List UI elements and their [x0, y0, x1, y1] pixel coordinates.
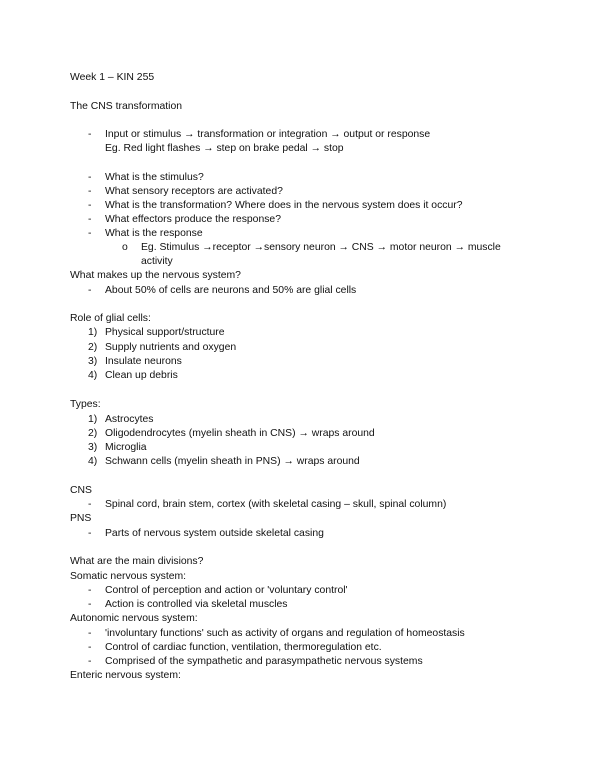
section-heading-pns: PNS	[70, 513, 92, 524]
list-number: 2)	[88, 342, 98, 353]
example-line: Eg. Stimulus →receptor →sensory neuron → CNS → motor neuron → muscle	[141, 242, 501, 253]
list-item: Physical support/structure	[105, 327, 225, 338]
document-title: Week 1 – KIN 255	[70, 72, 155, 83]
list-number: 1)	[88, 327, 98, 338]
list-number: 4)	[88, 456, 98, 467]
example-line-continued: activity	[141, 256, 173, 267]
dash-bullet: -	[88, 499, 92, 510]
dash-bullet: -	[88, 228, 92, 239]
list-item: Insulate neurons	[105, 356, 182, 367]
list-number: 2)	[88, 428, 98, 439]
list-item: Microglia	[105, 442, 147, 453]
list-item: Oligodendrocytes (myelin sheath in CNS) → wraps around	[105, 428, 375, 439]
list-number: 3)	[88, 442, 98, 453]
list-number: 3)	[88, 356, 98, 367]
list-number: 4)	[88, 370, 98, 381]
pns-item: Parts of nervous system outside skeletal casing	[105, 528, 324, 539]
dash-bullet: -	[88, 285, 92, 296]
sub-bullet: o	[122, 242, 128, 253]
dash-bullet: -	[88, 200, 92, 211]
dash-bullet: -	[88, 129, 92, 140]
dash-bullet: -	[88, 642, 92, 653]
section-heading-cns: CNS	[70, 485, 92, 496]
transformation-item: Input or stimulus → transformation or integration → output or response	[105, 129, 431, 140]
section-heading-cns-transformation: The CNS transformation	[70, 101, 183, 112]
question-item: What effectors produce the response?	[105, 214, 281, 225]
somatic-item: Action is controlled via skeletal muscles	[105, 599, 288, 610]
dash-bullet: -	[88, 656, 92, 667]
dash-bullet: -	[88, 172, 92, 183]
dash-bullet: -	[88, 585, 92, 596]
transformation-example: Eg. Red light flashes → step on brake pedal → stop	[105, 143, 344, 154]
dash-bullet: -	[88, 628, 92, 639]
dash-bullet: -	[88, 214, 92, 225]
dash-bullet: -	[88, 599, 92, 610]
makeup-item: About 50% of cells are neurons and 50% are glial cells	[105, 285, 357, 296]
autonomic-item: Control of cardiac function, ventilation, thermoregulation etc.	[105, 642, 382, 653]
cns-item: Spinal cord, brain stem, cortex (with skeletal casing – skull, spinal column)	[105, 499, 447, 510]
list-item: Schwann cells (myelin sheath in PNS) → wraps around	[105, 456, 360, 467]
question-item: What is the stimulus?	[105, 172, 204, 183]
question-item: What sensory receptors are activated?	[105, 186, 283, 197]
autonomic-item: 'involuntary functions' such as activity of organs and regulation of homeostasis	[105, 628, 465, 639]
section-heading-divisions: What are the main divisions?	[70, 556, 204, 567]
list-number: 1)	[88, 414, 98, 425]
list-item: Clean up debris	[105, 370, 178, 381]
autonomic-item: Comprised of the sympathetic and parasympathetic nervous systems	[105, 656, 423, 667]
subheading-somatic: Somatic nervous system:	[70, 571, 187, 582]
somatic-item: Control of perception and action or 'voluntary control'	[105, 585, 348, 596]
section-heading-glial-roles: Role of glial cells:	[70, 313, 151, 324]
dash-bullet: -	[88, 528, 92, 539]
section-heading-types: Types:	[70, 399, 101, 410]
subheading-enteric: Enteric nervous system:	[70, 670, 181, 681]
list-item: Supply nutrients and oxygen	[105, 342, 237, 353]
section-heading-makeup: What makes up the nervous system?	[70, 270, 241, 281]
dash-bullet: -	[88, 186, 92, 197]
question-item: What is the transformation? Where does in the nervous system does it occur?	[105, 200, 463, 211]
subheading-autonomic: Autonomic nervous system:	[70, 613, 198, 624]
list-item: Astrocytes	[105, 414, 154, 425]
question-item: What is the response	[105, 228, 203, 239]
